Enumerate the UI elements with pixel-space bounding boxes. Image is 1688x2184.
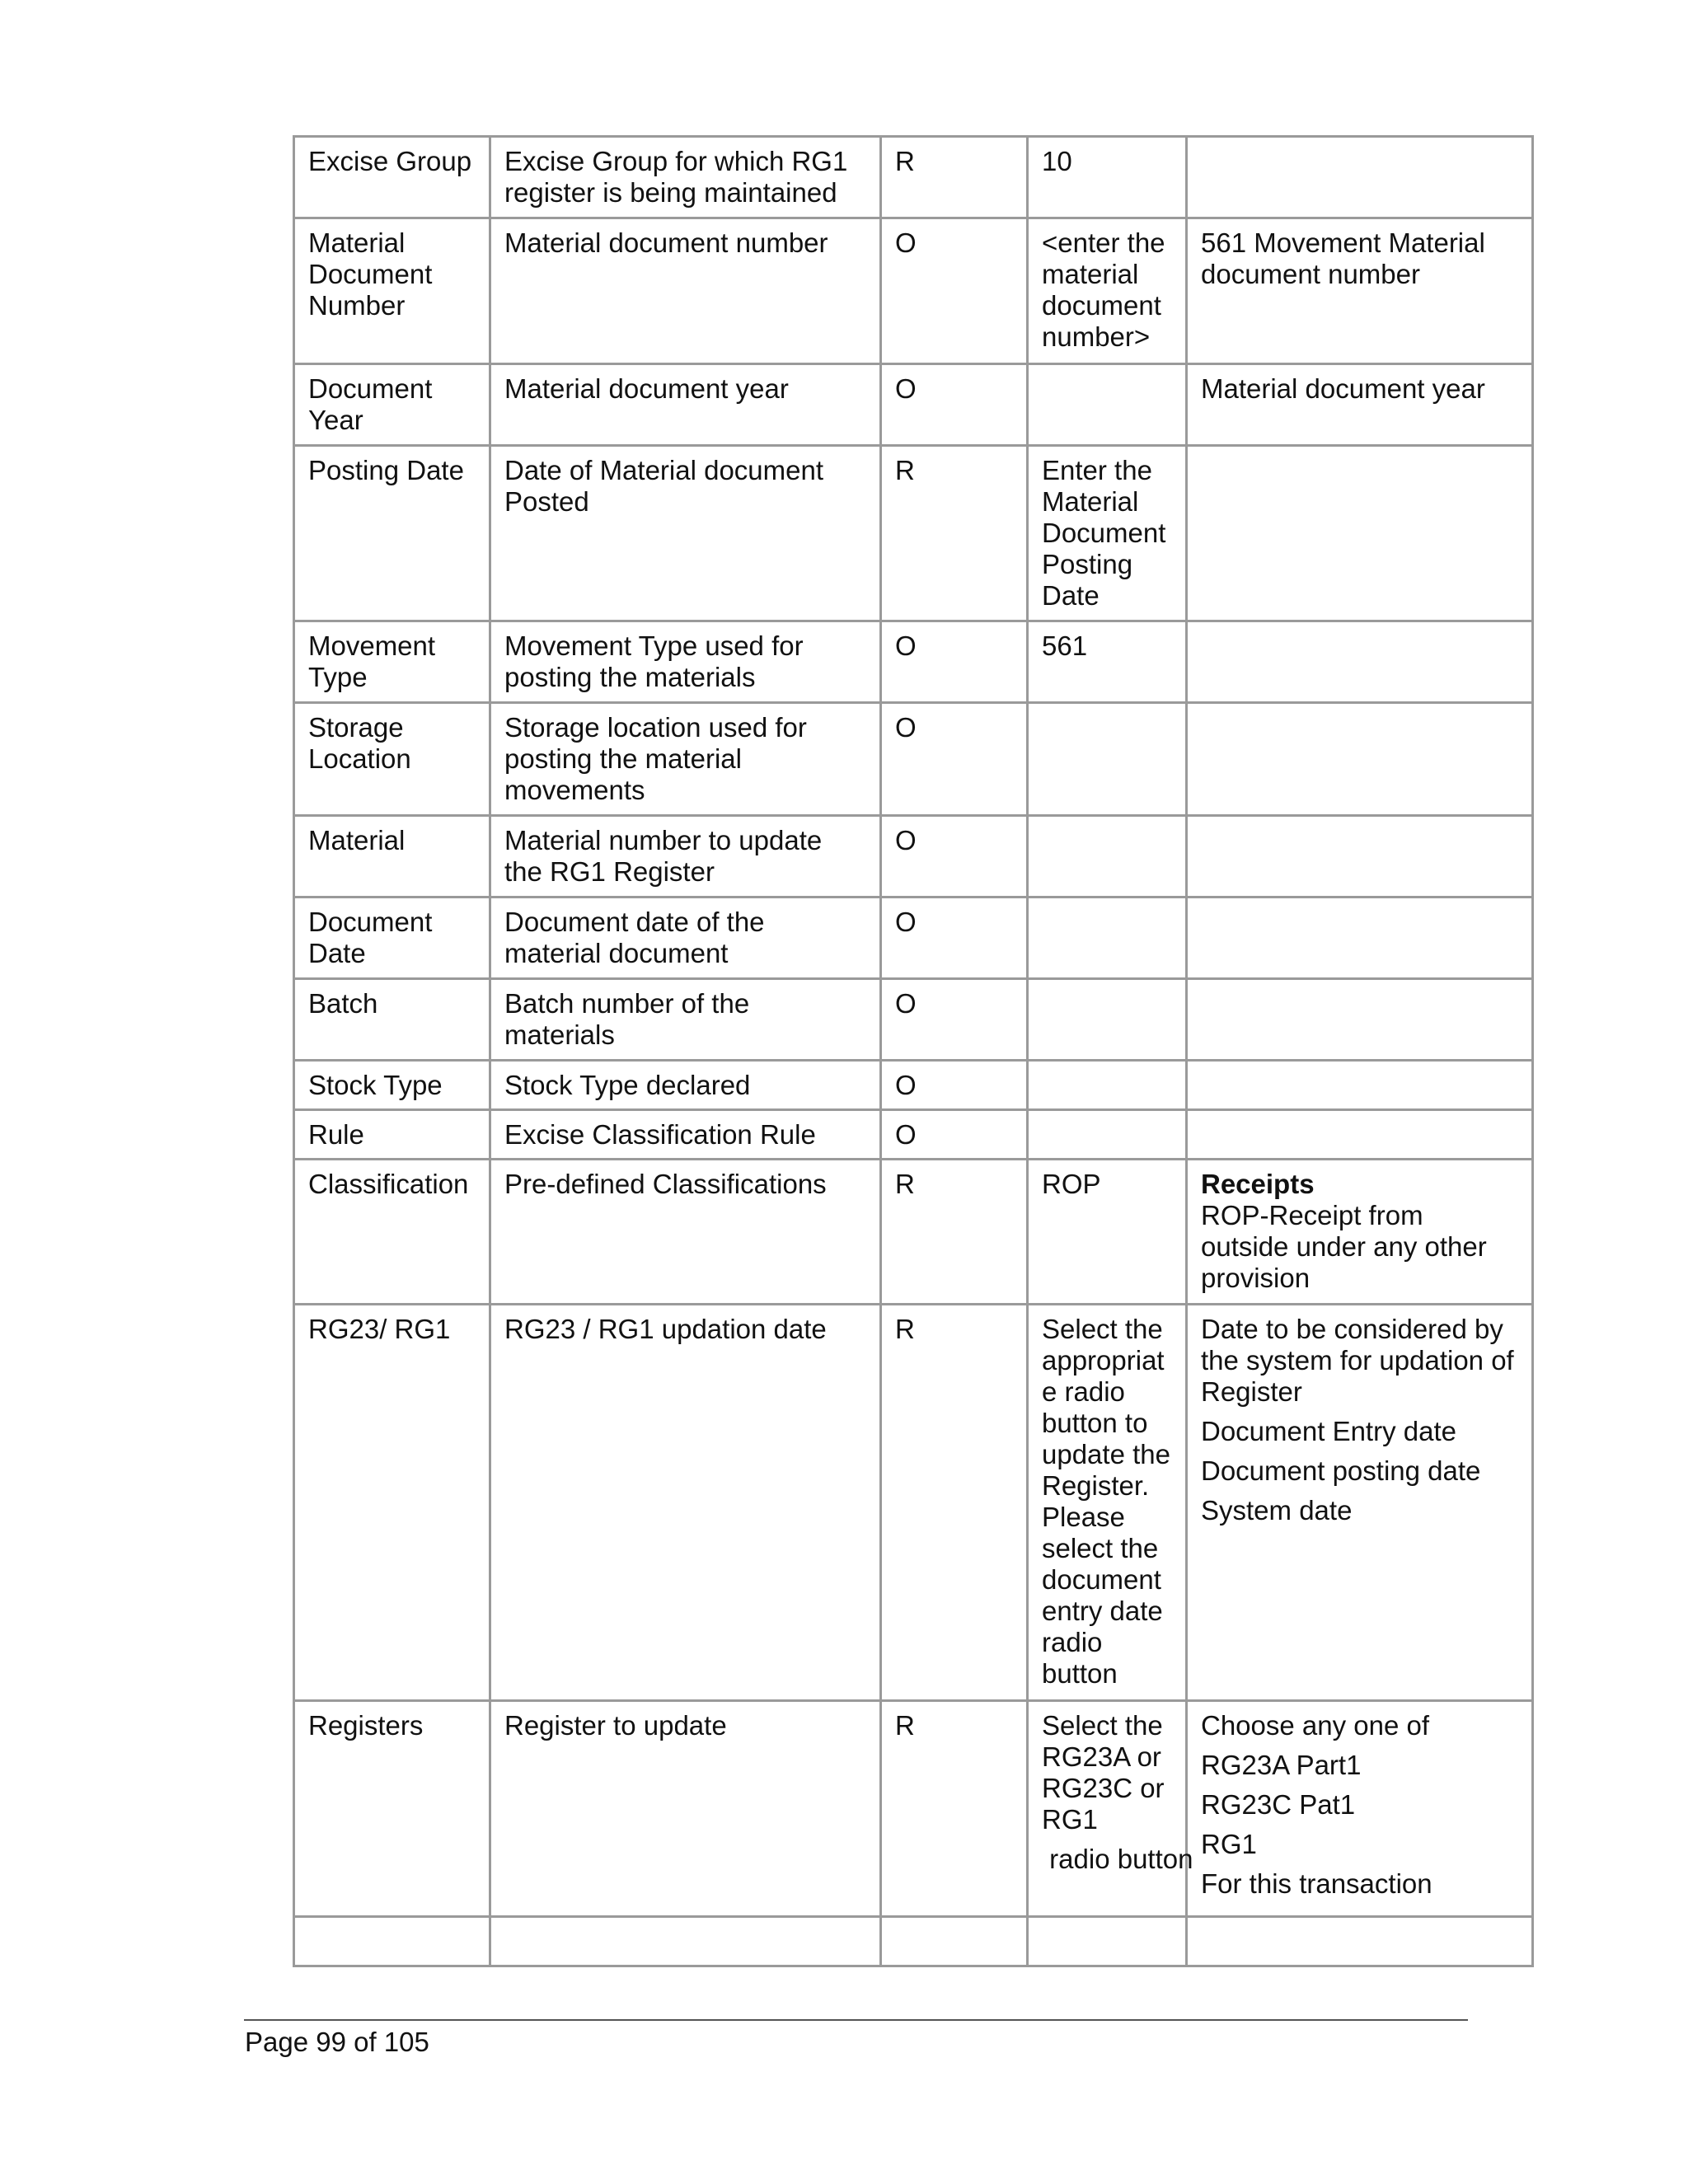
description-cell: Batch number of the materials [490,979,881,1061]
remarks-line: For this transaction [1201,1868,1432,1899]
description-cell: Document date of the material document [490,898,881,979]
description-cell: Storage location used for posting the material movements [490,703,881,816]
table-row [294,979,1533,1061]
required-cell: O [881,898,1028,979]
remarks-cell [1187,1160,1533,1305]
remarks-cell [1187,1110,1533,1160]
remarks-line: System date [1201,1495,1353,1526]
value-cell: <enter the material document number> [1028,218,1187,364]
value-cell [1028,1701,1193,1917]
empty-cell [881,1917,1028,1966]
required-cell: R [881,1701,1028,1917]
required-cell: R [881,1160,1028,1305]
empty-cell [490,1917,881,1966]
value-cell: Select the appropriat e radio button to update the Register. Please select the document entry date radio button [1028,1305,1187,1701]
remarks-cell: Material document year [1187,364,1533,446]
table-row [294,364,1533,446]
field-name-cell: Rule [294,1110,490,1160]
remarks-cell [1187,703,1533,816]
value-cell [1028,703,1187,816]
description-cell: Stock Type declared [490,1061,881,1110]
value-cell [1028,1061,1187,1110]
remarks-cell [1187,1305,1533,1701]
empty-cell [1028,1917,1187,1966]
table-row [294,898,1533,979]
value-cell [1028,979,1187,1061]
value-cell [1028,1110,1187,1160]
field-name-cell: Posting Date [294,446,490,621]
field-name-cell: Batch [294,979,490,1061]
description-cell: Material document number [490,218,881,364]
page-number: Page 99 of 105 [245,2027,429,2057]
field-name-cell: Document Year [294,364,490,446]
description-cell: Material document year [490,364,881,446]
field-name-cell: Storage Location [294,703,490,816]
table-row [294,1305,1533,1701]
table-row [294,703,1533,816]
required-cell: R [881,1305,1028,1701]
value-cell: 10 [1028,137,1187,218]
remarks-text: ROP-Receipt from outside under any other provision [1201,1200,1487,1293]
value-cell: Enter the Material Document Posting Date [1028,446,1187,621]
value-text-extra: radio button [1042,1844,1193,1874]
value-cell [1028,816,1187,898]
required-cell: O [881,364,1028,446]
remarks-cell [1187,621,1533,703]
remarks-line: Document Entry date [1201,1416,1456,1446]
field-name-cell: Excise Group [294,137,490,218]
remarks-line: Choose any one of [1201,1710,1430,1741]
required-cell: R [881,446,1028,621]
footer-divider [244,2019,1468,2021]
empty-cell [294,1917,490,1966]
required-cell: O [881,1110,1028,1160]
required-cell: O [881,1061,1028,1110]
table-row [294,1160,1533,1305]
table-row [294,446,1533,621]
empty-cell [1187,1917,1533,1966]
table-row [294,1061,1533,1110]
field-spec-table [293,135,1534,1967]
table-row [294,137,1533,218]
description-cell: Date of Material document Posted [490,446,881,621]
table-row [294,1110,1533,1160]
value-text: Select the RG23A or RG23C or RG1 [1042,1710,1165,1835]
spacer [1042,1835,1172,1844]
remarks-heading: Receipts [1201,1169,1315,1199]
value-cell [1028,364,1187,446]
description-cell: Movement Type used for posting the materials [490,621,881,703]
description-cell: Material number to update the RG1 Register [490,816,881,898]
required-cell: O [881,816,1028,898]
remarks-cell [1187,446,1533,621]
description-cell: Excise Group for which RG1 register is being maintained [490,137,881,218]
remarks-line: Document posting date [1201,1455,1481,1486]
remarks-cell [1187,816,1533,898]
table-row [294,218,1533,364]
remarks-cell [1187,979,1533,1061]
table-row [294,621,1533,703]
description-cell: Excise Classification Rule [490,1110,881,1160]
table-row [294,1701,1533,1917]
field-name-cell: Classification [294,1160,490,1305]
remarks-line: RG23A Part1 [1201,1750,1362,1780]
field-name-cell: Stock Type [294,1061,490,1110]
field-name-cell: Document Date [294,898,490,979]
description-cell: Register to update [490,1701,881,1917]
field-name-cell: Movement Type [294,621,490,703]
required-cell: O [881,621,1028,703]
empty-table-row [294,1917,1533,1966]
required-cell: O [881,703,1028,816]
remarks-cell [1187,1701,1533,1917]
remarks-line: Date to be considered by the system for updation of Register [1201,1314,1514,1407]
description-cell: Pre-defined Classifications [490,1160,881,1305]
value-cell: ROP [1028,1160,1187,1305]
field-name-cell: RG23/ RG1 [294,1305,490,1701]
value-cell [1028,898,1187,979]
remarks-cell [1187,898,1533,979]
remarks-line: RG1 [1201,1829,1257,1859]
remarks-cell [1187,137,1533,218]
field-name-cell: Material [294,816,490,898]
table-row [294,816,1533,898]
remarks-cell [1187,1061,1533,1110]
value-cell: 561 [1028,621,1187,703]
remarks-cell: 561 Movement Material document number [1187,218,1533,364]
required-cell: O [881,979,1028,1061]
description-cell: RG23 / RG1 updation date [490,1305,881,1701]
required-cell: R [881,137,1028,218]
remarks-line: RG23C Pat1 [1201,1789,1356,1820]
required-cell: O [881,218,1028,364]
field-name-cell: Registers [294,1701,490,1917]
field-name-cell: Material Document Number [294,218,490,364]
